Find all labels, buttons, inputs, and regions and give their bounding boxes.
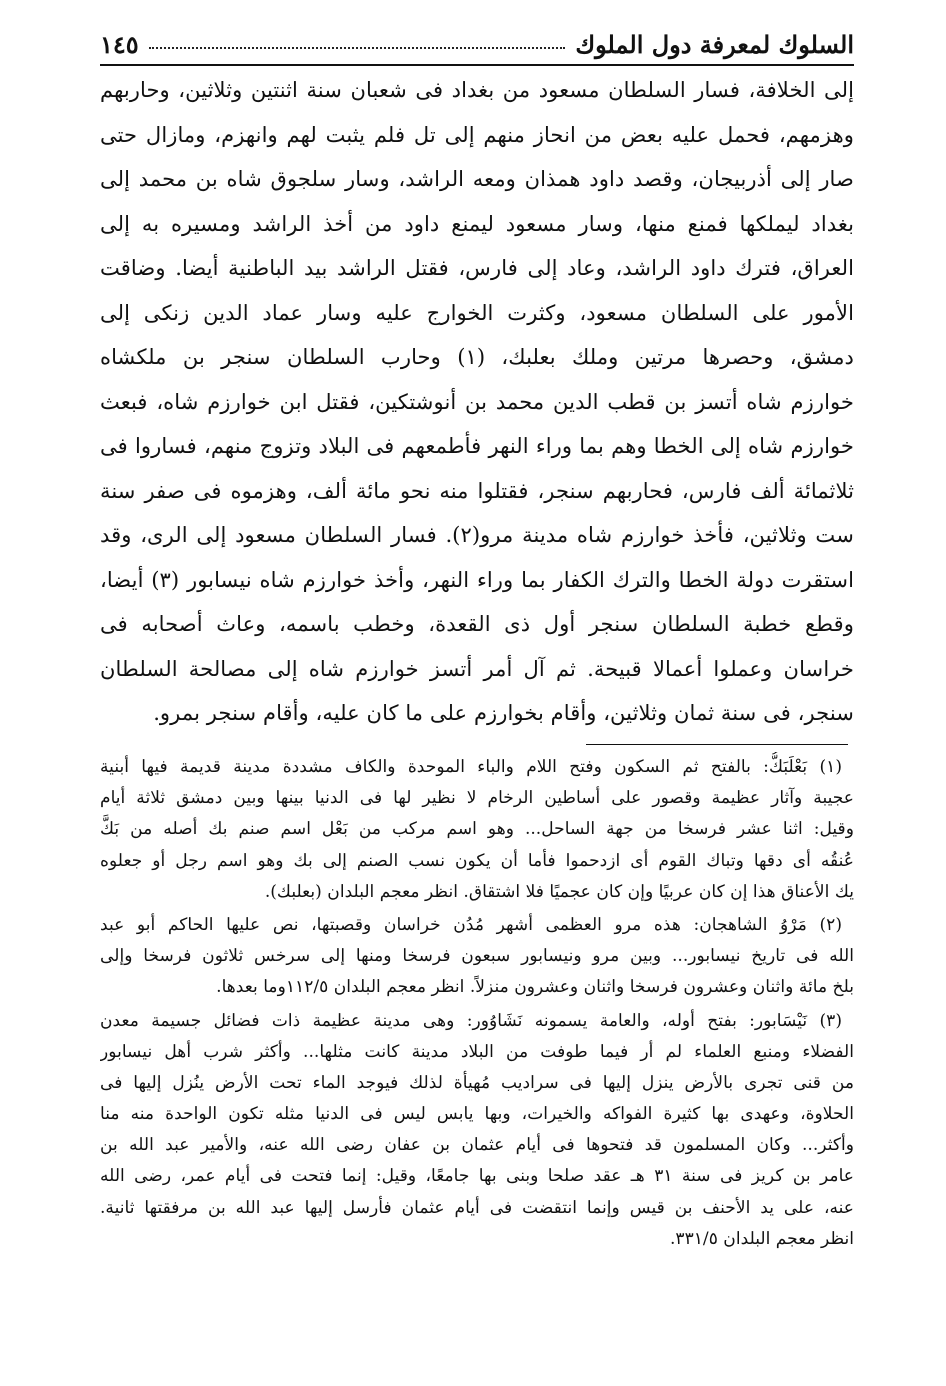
footnotes — [100, 752, 854, 1257]
text-line: بغداد ليملكها فمنع منها، وسار مسعود ليمنع داود من أخذ الراشد ومسيره به إلى — [100, 210, 854, 236]
text-line: العراق، فترك داود الراشد، وعاد إلى فارس، فقتل الراشد بيد الباطنية أيضا. وضاقت — [100, 255, 854, 280]
page-number: ١٤٥ — [100, 29, 139, 59]
text-line: دمشق، وحصرها مرتين وملك بعلبك، (١) وحارب السلطان سنجر بن ملكشاه — [100, 344, 854, 369]
running-title: السلوك لمعرفة دول الملوك — [575, 29, 854, 59]
text-line: ثلاثمائة ألف فارس، فحاربهم سنجر، فقتلوا منه نحو مائة ألف، وهزموه فى صفر سنة — [100, 477, 854, 503]
footnote-3 — [100, 1006, 854, 1256]
text-line: وقطع خطبة السلطان سنجر أول ذى القعدة، وخطب باسمه، وعاث أصحابه فى — [100, 611, 854, 636]
footnote-1 — [100, 752, 854, 908]
text-line: استقرت دولة الخطا والترك الكفار بما وراء النهر، وأخذ خوارزم شاه نيسابور (٣) أيضا، — [100, 566, 854, 592]
footnote-separator — [586, 744, 848, 745]
footnote-line: الله فى تاريخ نيسابور... وبين مرو ونيسابور سبعون فرسخا ومنها إلى سرخس ثلاثون فرسخا وإلى — [100, 946, 854, 967]
footnote-line: انظر معجم البلدان ٣٣١/٥. — [669, 1228, 854, 1249]
footnote-line: عامر بن كريز فى سنة ٣١ هـ عقد صلحا وبنى بها جامعًا، وقيل: إنما فتحت فى أيام عمر، رضى الله — [100, 1166, 854, 1187]
text-line: خوارزم شاه أتسز بن قطب الدين محمد بن أنوشتكين، فقتل ابن خوارزم شاه، فبعث — [100, 388, 854, 414]
text-line: خراسان وعملوا أعمالا قبيحة. ثم آل أمر أتسز خوارزم شاه إلى مصالحة السلطان — [100, 655, 854, 681]
text-line: ست وثلاثين، فأخذ خوارزم شاه مدينة مرو(٢). فسار السلطان مسعود إلى الرى، وقد — [100, 522, 854, 547]
footnote-line: (١) بَعْلَبَكُّ: بالفتح ثم السكون وفتح اللام والباء الموحدة والكاف مشددة مدينة قديمة فيها أبنية — [100, 757, 842, 777]
footnote-line: عُنقُه أى دقها وتباك القوم أى ازدحموا فأما أن يكون نسب الصنم إلى بك وهو اسم رجل أو جعلوه — [100, 850, 854, 871]
footnote-line: (٢) مَرْوُ الشاهجان: هذه مرو العظمى أشهر مُدُن خراسان وقصبتها، نص عليها الحاكم أبو عبد — [100, 914, 842, 935]
footnote-2 — [100, 910, 854, 1004]
footnote-line: عنه، على يد الأحنف بن قيس وإنما انتقضت فى أيام عثمان فأرسل إليها عبد الله بن مرفقتها ثانية. — [100, 1197, 854, 1218]
main-text — [100, 68, 854, 736]
footnote-line: الفضلاء ومنبع العلماء لم أر فيما طوفت من البلاد مدينة كانت مثلها... وأكثر شرب أهل نيسابور — [100, 1041, 854, 1062]
text-line: صار إلى أذربيجان، وقصد داود همذان ومعه الراشد، وسار سلجوق شاه بن محمد إلى — [100, 166, 854, 191]
footnote-line: وقيل: اثنا عشر فرسخا من جهة الساحل... وهو اسم مركب من بَعْل اسم صنم بك أصله من بَكَّ — [100, 819, 854, 840]
text-line: خوارزم شاه إلى الخطا وهم بما وراء النهر فأطمعهم فى البلاد وتزوج منهم، فساروا فى — [100, 433, 854, 458]
dotted-leader — [149, 47, 566, 49]
footnote-line: بلخ مائة واثنان وعشرون فرسخا واثنان وعشرون منزلاً. انظر معجم البلدان ١١٢/٥وما بعدها. — [216, 977, 854, 998]
footnote-line: يك الأعناق هذا إن كان عربيًا وإن كان عجميًا فلا اشتقاق. انظر معجم البلدان (بعلبك). — [264, 881, 854, 902]
text-line: سنجر، فى سنة ثمان وثلاثين، وأقام بخوارزم على ما كان عليه، وأقام سنجر بمرو. — [153, 700, 854, 725]
footnote-line: (٣) نَيْسَابور: بفتح أوله، والعامة يسمونه نَشَاوُور: وهى مدينة عظيمة ذات فضائل جسيمة معدن — [100, 1010, 842, 1031]
running-header — [100, 24, 854, 66]
text-line: الأمور على السلطان مسعود، وكثرت الخوارج عليه وسار عماد الدين زنكى إلى — [100, 299, 854, 325]
footnote-line: وأكثر... وكان المسلمون قد فتحوها فى أيام عثمان بن عفان رضى الله عنه، والأمير عبد الله بن — [100, 1135, 854, 1156]
text-line: إلى الخلافة، فسار السلطان مسعود من بغداد فى شعبان سنة اثنتين وثلاثين، وحاربهم — [100, 77, 854, 102]
footnote-line: الحلاوة، وعهدى بها كثيرة الفواكه والخيرات، وبها يابس ليس فى الدنيا مثله تكون الواحدة منه منا — [100, 1104, 854, 1125]
footnote-line: عجيبة وآثار عظيمة وقصور على أساطين الرخام لا نظير لها فى الدنيا بينها وبين دمشق ثلاثة أيام — [100, 788, 854, 809]
footnote-line: من قنى تجرى بالأرض ينزل إليها فى سراديب مُهيأة لذلك فيوجد الماء تحت الأرض ينُزل إليها فى — [100, 1072, 854, 1093]
text-line: وهزمهم، فحمل عليه بعض من انحاز منهم إلى تل فلم يثبت لهم وانهزم، ومازال حتى — [100, 121, 854, 147]
